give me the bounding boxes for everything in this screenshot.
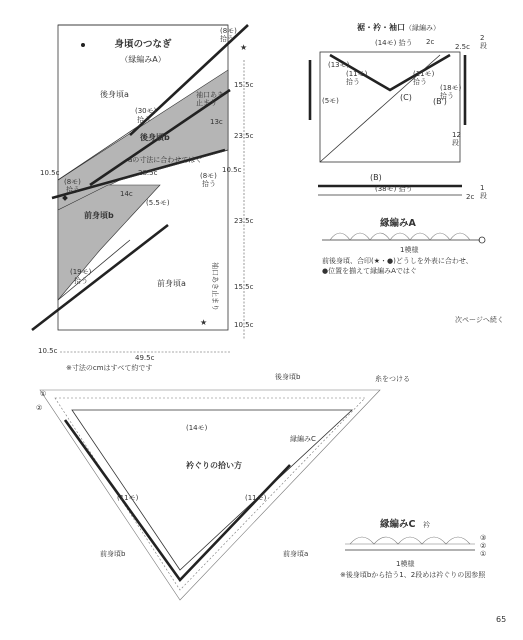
back-b-label: 後身頃b <box>140 133 170 142</box>
edging-c-row-2: ② <box>480 542 487 550</box>
edging-c-scallops <box>350 537 470 544</box>
collar-pickup-diagram <box>36 372 410 600</box>
body-join-subtitle: （縁編みA） <box>120 55 166 64</box>
collar-front-b: 前身頃b <box>100 550 126 558</box>
body-join-diagram <box>32 25 254 372</box>
pick-11-right: (11モ)拾う <box>413 70 435 86</box>
collar-mark-2: ② <box>36 404 43 412</box>
dim-10-5c-left1: 10.5c <box>40 169 60 177</box>
front-a-label: 前身頃a <box>157 279 186 288</box>
collar-title: 衿ぐりの拾い方 <box>186 461 242 470</box>
dim-2-5c: 2.5c <box>455 43 470 51</box>
dim-14c: 14c <box>120 190 133 198</box>
edging-a-note-1: 前後身頃、合印(★・●)どうしを外表に合わせ、 <box>322 257 473 265</box>
collar-thread: 糸をつける <box>375 375 410 383</box>
back-a-label: 後身頃a <box>100 90 129 99</box>
rows-12: 12 段 <box>452 131 461 147</box>
rows-1: 1 段 <box>480 184 487 200</box>
edging-c-note: ※後身頃bから拾う1、2段めは衿ぐりの図参照 <box>340 571 486 579</box>
pick-14-top: (14モ) 拾う <box>375 39 413 47</box>
dim-23-5c-a: 23.5c <box>234 132 254 140</box>
collar-pick-14: (14モ) <box>186 424 208 432</box>
collar-front-a: 前身頃a <box>283 550 309 558</box>
body-join-title: 身頃のつなぎ <box>114 39 172 50</box>
pick-19-sub: 拾う <box>74 277 88 285</box>
edging-a-scallops <box>330 233 470 240</box>
pick-11-left: (11モ)拾う <box>346 70 368 86</box>
page-number: 65 <box>496 615 507 624</box>
dim-49-5c: 49.5c <box>135 354 155 362</box>
dim-10-5c-right2: 10.5c <box>234 321 254 329</box>
edging-c-repeat: 1模様 <box>396 560 415 568</box>
dim-10-5c-right1: 10.5c <box>222 166 242 174</box>
edging-c-row-1: ① <box>480 550 487 558</box>
dim-2c-top: 2c <box>426 38 435 46</box>
edging-a-chart <box>322 217 485 275</box>
pick-5: (5モ) <box>322 97 339 105</box>
pick-8-mid-sub: 拾う <box>202 180 216 188</box>
collar-pick-11-left: (11モ) <box>117 494 139 502</box>
edging-a-note-2: ●位置を揃えて縁編みAではぐ <box>322 267 417 275</box>
edging-c-chart <box>340 518 486 579</box>
label-b-prime: (B') <box>433 97 447 106</box>
dim-5-5c: (5.5モ) <box>146 199 170 207</box>
collar-mark-1: ① <box>40 390 47 398</box>
pick-18: (18モ)拾う <box>440 84 462 100</box>
edging-c-title-sub: 衿 <box>423 521 430 529</box>
star-marker-bottom: ★ <box>200 318 208 327</box>
pick-13: (13モ) <box>328 61 350 69</box>
open-stop-lower-label: 袖口あき止まり <box>211 262 219 311</box>
pick-38: (38モ) 拾う <box>375 185 413 193</box>
pick-8-mid: (8モ) <box>200 172 217 180</box>
dim-28-5c: 28.5c <box>138 169 158 177</box>
join-note: aの寸法に合わせてはぐ <box>128 156 203 164</box>
rows-2-top: 2 段 <box>480 34 487 50</box>
right-title: 裾・衿・袖口 <box>357 23 405 32</box>
pick-19: (19モ) <box>70 268 92 276</box>
dim-23-5c-b: 23.5c <box>234 217 254 225</box>
right-title-sub: （縁編み） <box>405 24 440 32</box>
edging-a-title: 縁編みA <box>380 218 416 229</box>
collar-back-b: 後身頃b <box>275 373 301 381</box>
collar-pick-11-right: (11モ) <box>245 494 267 502</box>
pick-30-sub: 拾う <box>137 116 151 124</box>
dim-10-5c-left2: 10.5c <box>38 347 58 355</box>
join-dot-marker <box>81 43 85 47</box>
open-stop-label: 袖口あき止まり <box>196 91 224 107</box>
label-c: (C) <box>400 93 412 102</box>
collar-edging-c: 縁編みC <box>290 435 316 443</box>
edging-c-title: 縁編みC <box>380 519 416 530</box>
edging-a-repeat: 1模様 <box>400 246 419 254</box>
continue-note: 次ページへ続く <box>455 316 504 324</box>
dim-15-5c-bottom: 15.5c <box>234 283 254 291</box>
dim-15-5c-top: 15.5c <box>234 81 254 89</box>
dim-13c: 13c <box>210 118 223 126</box>
pick-8-left-sub: 拾う <box>66 186 80 194</box>
hem-collar-cuff-diagram <box>310 22 487 201</box>
pick-30: (30モ) <box>135 107 157 115</box>
pick-top-right: (8モ)拾う <box>220 27 237 43</box>
edging-c-row-3: ③ <box>480 534 487 542</box>
pick-8-left: (8モ) <box>64 178 81 186</box>
label-b: (B) <box>370 173 382 182</box>
dim-2c-bottom: 2c <box>466 193 475 201</box>
size-note: ※寸法のcmはすべて約です <box>66 364 153 372</box>
front-b-label: 前身頃b <box>84 211 114 220</box>
star-marker-top: ★ <box>240 43 248 52</box>
